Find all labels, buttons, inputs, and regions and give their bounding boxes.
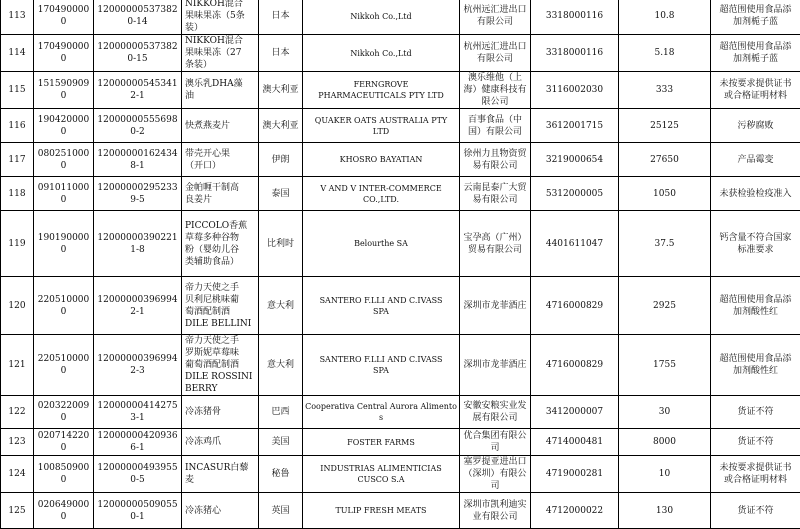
hs-code-cell: 0207142200 [34, 429, 94, 456]
importer-code-cell: 4716000829 [531, 277, 619, 335]
manufacturer-cell: V AND V INTER-COMMERCE CO.,LTD. [303, 177, 460, 211]
rejection-reason-cell: 未按要求提供证书 或合格证明材料 [711, 72, 800, 109]
rejection-reason-cell: 货证不符 [711, 429, 800, 456]
product-name-cell: 带壳开心果 （开口） [182, 143, 259, 177]
manufacturer-cell: Nikkoh Co.,Ltd [303, 35, 460, 72]
row-number-cell: 120 [1, 277, 34, 335]
weight-cell: 8000 [619, 429, 711, 456]
hs-code-cell: 1901900000 [34, 211, 94, 277]
manufacturer-cell: INDUSTRIAS ALIMENTICIAS CUSCO S.A [303, 456, 460, 493]
certificate-number-cell: 120000001624348-1 [94, 143, 182, 177]
weight-cell: 2925 [619, 277, 711, 335]
weight-cell: 25125 [619, 109, 711, 143]
origin-country-cell: 澳大利亚 [259, 109, 303, 143]
hs-code-cell: 2205100000 [34, 335, 94, 396]
table-body [1, 0, 800, 529]
row-number-cell: 116 [1, 109, 34, 143]
origin-country-cell: 澳大利亚 [259, 72, 303, 109]
certificate-number-cell: 120000004209366-1 [94, 429, 182, 456]
manufacturer-cell: FOSTER FARMS [303, 429, 460, 456]
weight-cell: 333 [619, 72, 711, 109]
certificate-number-cell: 120000005373820-14 [94, 0, 182, 35]
manufacturer-cell: QUAKER OATS AUSTRALIA PTY LTD [303, 109, 460, 143]
weight-cell: 30 [619, 396, 711, 429]
hs-code-cell: 1904200000 [34, 109, 94, 143]
importer-cell: 云南昆泰广大贸 易有限公司 [460, 177, 531, 211]
certificate-number-cell: 120000002952339-5 [94, 177, 182, 211]
certificate-number-cell: 120000005373820-15 [94, 35, 182, 72]
row-number-cell: 125 [1, 493, 34, 529]
hs-code-cell: 1704900000 [34, 0, 94, 35]
manufacturer-cell: FERNGROVE PHARMACEUTICALS PTY LTD [303, 72, 460, 109]
product-name-cell: NIKKOH混合 果味果冻（27 条装） [182, 35, 259, 72]
importer-code-cell: 4401611047 [531, 211, 619, 277]
importer-cell: 宝孕高（广州） 贸易有限公司 [460, 211, 531, 277]
importer-code-cell: 4714000481 [531, 429, 619, 456]
weight-cell: 130 [619, 493, 711, 529]
certificate-number-cell: 120000003902211-8 [94, 211, 182, 277]
table-row [1, 211, 800, 277]
rejection-reason-cell: 超范围使用食品添 加剂酸性红 [711, 335, 800, 396]
product-name-cell: 冷冻鸡爪 [182, 429, 259, 456]
table-row [1, 109, 800, 143]
manufacturer-cell: Cooperativa Central Aurora Alimentos [303, 396, 460, 429]
rejection-reason-cell: 超范围使用食品添 加剂栀子蓝 [711, 35, 800, 72]
importer-code-cell: 3318000116 [531, 0, 619, 35]
certificate-number-cell: 120000005556980-2 [94, 109, 182, 143]
row-number-cell: 115 [1, 72, 34, 109]
rejection-reason-cell: 货证不符 [711, 396, 800, 429]
origin-country-cell: 日本 [259, 0, 303, 35]
product-name-cell: 冷冻猪心 [182, 493, 259, 529]
importer-cell: 深圳市龙菲酒庄 [460, 335, 531, 396]
importer-cell: 澳乐维他（上 海）健康科技有 限公司 [460, 72, 531, 109]
row-number-cell: 121 [1, 335, 34, 396]
manufacturer-cell: KHOSRO BAYATIAN [303, 143, 460, 177]
product-name-cell: NIKKOH混合 果味果冻（5条 装） [182, 0, 259, 35]
importer-cell: 安徽安粮实业发 展有限公司 [460, 396, 531, 429]
product-name-cell: 金帕喱干制高 良姜片 [182, 177, 259, 211]
rejection-reason-cell: 货证不符 [711, 493, 800, 529]
table-row [1, 35, 800, 72]
importer-code-cell: 3116002030 [531, 72, 619, 109]
weight-cell: 10 [619, 456, 711, 493]
product-name-cell: 帝力天使之手 罗斯妮草莓味 葡萄酒配制酒 DILE ROSSINI BERRY [182, 335, 259, 396]
table-row [1, 493, 800, 529]
certificate-number-cell: 120000005090550-1 [94, 493, 182, 529]
rejection-reason-cell: 钙含量不符合国家 标准要求 [711, 211, 800, 277]
row-number-cell: 119 [1, 211, 34, 277]
importer-code-cell: 3612001715 [531, 109, 619, 143]
rejection-reason-cell: 未获检验检疫准入 [711, 177, 800, 211]
rejection-reason-cell: 超范围使用食品添 加剂栀子蓝 [711, 0, 800, 35]
weight-cell: 27650 [619, 143, 711, 177]
manufacturer-cell: TULIP FRESH MEATS [303, 493, 460, 529]
rejection-reason-cell: 超范围使用食品添 加剂酸性红 [711, 277, 800, 335]
table-row [1, 0, 800, 35]
weight-cell: 10.8 [619, 0, 711, 35]
product-name-cell: INCASUR白藜 麦 [182, 456, 259, 493]
manufacturer-cell: Nikkoh Co.,Ltd [303, 0, 460, 35]
origin-country-cell: 美国 [259, 429, 303, 456]
hs-code-cell: 1515909090 [34, 72, 94, 109]
importer-code-cell: 5312000005 [531, 177, 619, 211]
certificate-number-cell: 120000004939550-5 [94, 456, 182, 493]
row-number-cell: 117 [1, 143, 34, 177]
origin-country-cell: 意大利 [259, 335, 303, 396]
rejection-reason-cell: 未按要求提供证书 或合格证明材料 [711, 456, 800, 493]
importer-code-cell: 3412000007 [531, 396, 619, 429]
table-row [1, 177, 800, 211]
origin-country-cell: 意大利 [259, 277, 303, 335]
weight-cell: 1755 [619, 335, 711, 396]
row-number-cell: 124 [1, 456, 34, 493]
importer-cell: 深圳市凯利迪实 业有限公司 [460, 493, 531, 529]
importer-cell: 杭州远汇进出口 有限公司 [460, 35, 531, 72]
product-name-cell: 快煮燕麦片 [182, 109, 259, 143]
origin-country-cell: 伊朗 [259, 143, 303, 177]
importer-code-cell: 3318000116 [531, 35, 619, 72]
certificate-number-cell: 120000003969942-3 [94, 335, 182, 396]
weight-cell: 37.5 [619, 211, 711, 277]
table-row [1, 143, 800, 177]
weight-cell: 5.18 [619, 35, 711, 72]
hs-code-cell: 1008509000 [34, 456, 94, 493]
hs-code-cell: 0206490000 [34, 493, 94, 529]
hs-code-cell: 0802510000 [34, 143, 94, 177]
certificate-number-cell: 120000003969942-1 [94, 277, 182, 335]
product-name-cell: 冷冻猪骨 [182, 396, 259, 429]
product-name-cell: 帝力天使之手 贝利尼桃味葡 萄酒配制酒 DILE BELLINI [182, 277, 259, 335]
hs-code-cell: 0203220090 [34, 396, 94, 429]
table-row [1, 429, 800, 456]
importer-cell: 优合集团有限公司 [460, 429, 531, 456]
hs-code-cell: 1704900000 [34, 35, 94, 72]
row-number-cell: 113 [1, 0, 34, 35]
origin-country-cell: 巴西 [259, 396, 303, 429]
importer-code-cell: 4719000281 [531, 456, 619, 493]
importer-cell: 徐州力且物资贸 易有限公司 [460, 143, 531, 177]
weight-cell: 1050 [619, 177, 711, 211]
origin-country-cell: 秘鲁 [259, 456, 303, 493]
product-name-cell: 澳乐乳DHA藻 油 [182, 72, 259, 109]
importer-cell: 塞罗提亚进出口 （深圳）有限公 司 [460, 456, 531, 493]
table-row [1, 72, 800, 109]
row-number-cell: 114 [1, 35, 34, 72]
importer-cell: 深圳市龙菲酒庄 [460, 277, 531, 335]
origin-country-cell: 日本 [259, 35, 303, 72]
origin-country-cell: 英国 [259, 493, 303, 529]
table-row [1, 277, 800, 335]
importer-cell: 杭州远汇进出口 有限公司 [460, 0, 531, 35]
hs-code-cell: 2205100000 [34, 277, 94, 335]
row-number-cell: 118 [1, 177, 34, 211]
hs-code-cell: 0910110000 [34, 177, 94, 211]
certificate-number-cell: 120000005453412-1 [94, 72, 182, 109]
manufacturer-cell: Belourthe SA [303, 211, 460, 277]
table-row [1, 456, 800, 493]
origin-country-cell: 泰国 [259, 177, 303, 211]
rejection-reason-cell: 污秽腐败 [711, 109, 800, 143]
product-name-cell: PICCOLO香蕉 草莓多种谷物 粉（婴幼儿谷 类辅助食品） [182, 211, 259, 277]
table-row [1, 335, 800, 396]
certificate-number-cell: 120000004142753-1 [94, 396, 182, 429]
rejection-reason-cell: 产品霉变 [711, 143, 800, 177]
importer-code-cell: 3219000654 [531, 143, 619, 177]
origin-country-cell: 比利时 [259, 211, 303, 277]
row-number-cell: 122 [1, 396, 34, 429]
row-number-cell: 123 [1, 429, 34, 456]
manufacturer-cell: SANTERO F.LLI AND C.IVASS SPA [303, 335, 460, 396]
table-row [1, 396, 800, 429]
importer-code-cell: 4712000022 [531, 493, 619, 529]
manufacturer-cell: SANTERO F.LLI AND C.IVASS SPA [303, 277, 460, 335]
importer-cell: 百事食品（中 国）有限公司 [460, 109, 531, 143]
importer-code-cell: 4716000829 [531, 335, 619, 396]
